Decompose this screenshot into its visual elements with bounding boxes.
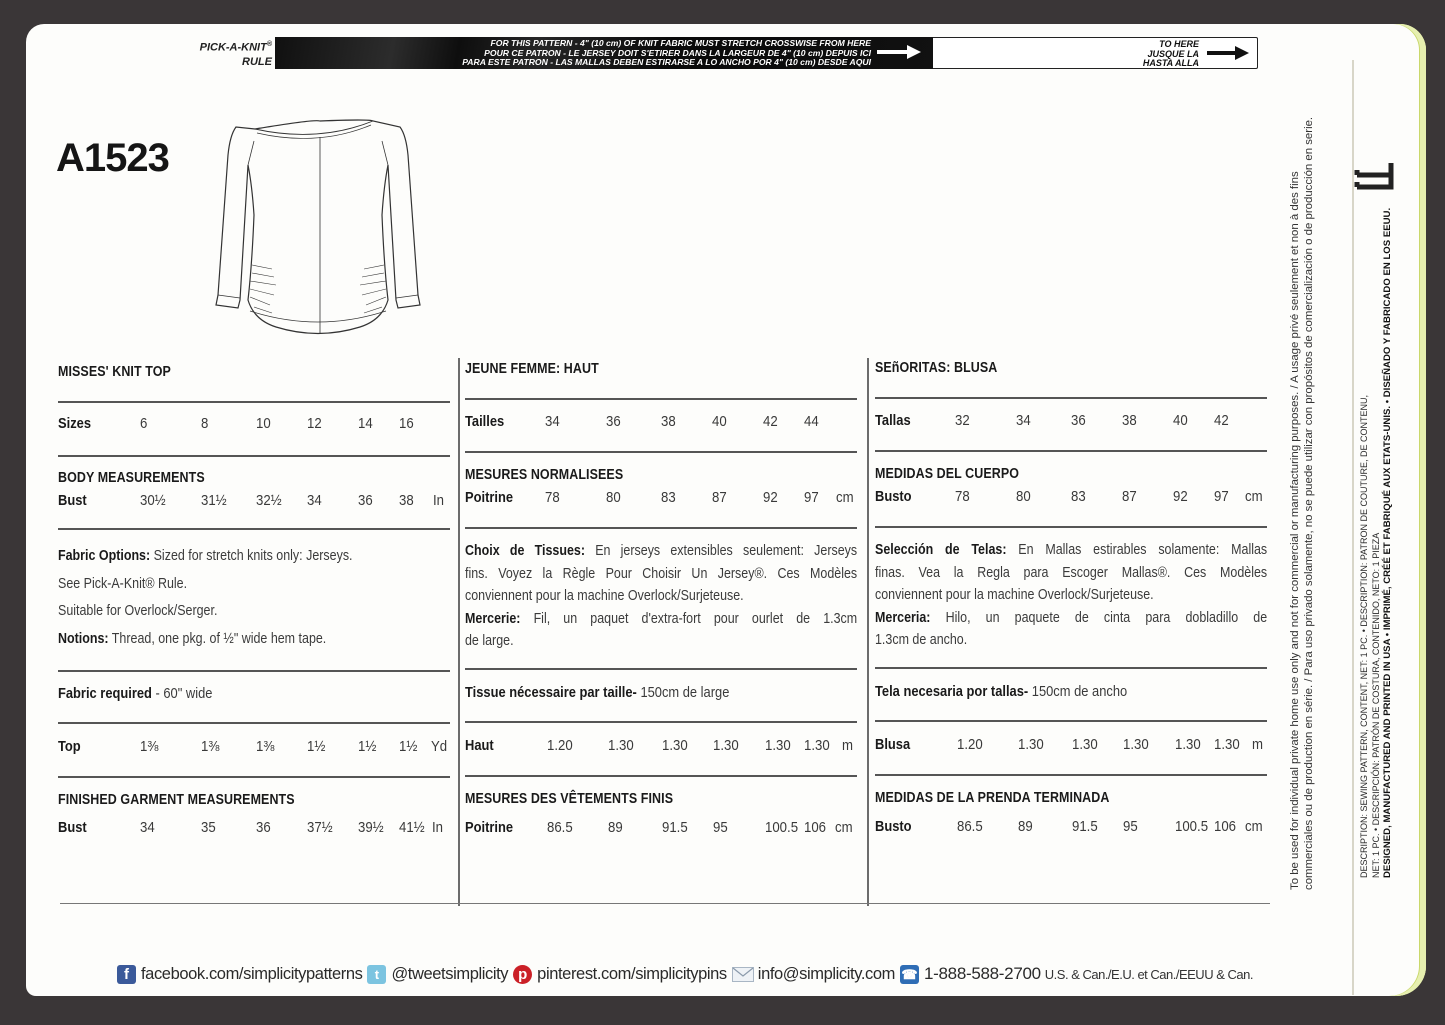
twitter-icon: t (367, 965, 386, 984)
garment-title: SEñORITAS: BLUSA (875, 360, 998, 376)
garment-back-view-illustration (210, 115, 425, 335)
email-address: info@simplicity.com (757, 964, 895, 983)
notions-text: 1.3cm de ancho. (875, 632, 968, 648)
yardage-value: 1.30 (662, 737, 688, 754)
finished-value: 106 (1214, 818, 1237, 835)
pinterest-url: pinterest.com/simplicitypins (537, 964, 727, 983)
fabric-options-text: Sized for stretch knits only: Jerseys. (150, 548, 353, 564)
yardage-value: 1.30 (608, 737, 634, 754)
arrow-right-icon (1207, 44, 1249, 62)
divider (875, 397, 1267, 399)
size-value: 34 (1016, 412, 1031, 429)
fabric-options-text: En Mallas estirables solamente: Mallas (1006, 542, 1268, 558)
para-line (58, 571, 395, 599)
finished-measurements-title: MESURES DES VÊTEMENTS FINIS (465, 791, 674, 807)
bust-value: 80 (606, 489, 621, 506)
yardage-value: 1½ (307, 738, 326, 755)
arrow-right-icon (877, 43, 921, 61)
para-line (875, 562, 1267, 585)
stretch-from-en: FOR THIS PATTERN - 4" (10 cm) OF KNIT FABRIC MUST STRETCH CROSSWISE FROM HERE (490, 38, 871, 48)
fabric-options-text: fins. Voyez la Règle Pour Choisir Un Jersey®. Ces Modèles (465, 565, 858, 582)
para-line (875, 629, 1267, 652)
finished-bust-row (465, 819, 857, 839)
facebook-icon: f (117, 965, 136, 984)
bust-row (58, 492, 450, 512)
bust-label: Bust (58, 492, 87, 509)
garment-title: JEUNE FEMME: HAUT (465, 361, 599, 377)
bust-value: 36 (358, 492, 373, 509)
yardage-value: 1.30 (1123, 736, 1149, 753)
stretch-from-es: PARA ESTE PATRON - LAS MALLAS DEBEN ESTIRARSE A LO ANCHO POR 4" (10 cm) DESDE AQUI (462, 57, 871, 68)
sizes-label: Tallas (875, 412, 911, 429)
size-value: 38 (1122, 412, 1137, 429)
overlock-note: Suitable for Overlock/Serger. (58, 603, 218, 619)
bust-value: 97 (1214, 488, 1229, 505)
finished-value: 100.5 (765, 819, 799, 836)
divider (58, 776, 450, 778)
divider (875, 720, 1267, 722)
stretch-to-en: TO HERE (1159, 39, 1199, 49)
bust-value: 32½ (256, 492, 282, 509)
contact-footer (117, 962, 1258, 986)
finished-value: 89 (608, 819, 623, 836)
stretch-to-box (933, 37, 1258, 69)
unit: cm (835, 819, 853, 836)
knit-label-line1: PICK-A-KNIT (199, 41, 267, 54)
size-value: 14 (358, 415, 373, 432)
body-measurements-title: BODY MEASUREMENTS (58, 470, 205, 486)
fabric-options-text: finas. Vea la Regla para Escoger Mallas®. Ces Modèles (875, 564, 1268, 581)
fabric-required-label: Tissue nécessaire par taille- (465, 684, 637, 701)
unit: m (1252, 736, 1263, 753)
bust-value: 34 (307, 492, 322, 509)
para-line (58, 598, 395, 626)
para-line (465, 563, 857, 586)
phone-icon: ☎ (901, 966, 918, 982)
column-divider (867, 358, 869, 906)
unit: In (433, 492, 445, 509)
garment-title: MISSES' KNIT TOP (58, 364, 171, 380)
yardage-row (465, 737, 857, 757)
fold-line (1352, 60, 1354, 995)
divider (58, 528, 450, 530)
sizes-label: Tailles (465, 413, 505, 430)
twitter-handle: @tweetsimplicity (391, 964, 509, 983)
bust-value: 92 (763, 489, 778, 506)
fabric-required (58, 685, 212, 702)
finished-value: 106 (804, 819, 827, 836)
yardage-value: 1.30 (1214, 736, 1240, 753)
fabric-options-label: Choix de Tissues: (465, 543, 585, 559)
yardage-value: 1.20 (547, 737, 573, 754)
finished-measurements-title: FINISHED GARMENT MEASUREMENTS (58, 792, 295, 808)
divider (58, 401, 450, 403)
language-mark-e (1354, 160, 1394, 190)
email-link[interactable] (732, 965, 895, 984)
finished-value: 41½ (399, 819, 425, 836)
bust-value: 83 (1071, 488, 1086, 505)
notions-text: Fil, un paquet d'extra-fort pour ourlet de 1.3cm (520, 610, 858, 627)
fabric-options-label: Selección de Telas: (875, 542, 1007, 558)
finished-value: 36 (256, 819, 271, 836)
fabric-width: 150cm de ancho (1028, 683, 1128, 700)
divider (465, 668, 857, 670)
finished-value: 86.5 (957, 818, 983, 835)
yardage-value: 1½ (399, 738, 418, 755)
fabric-width: 150cm de large (636, 684, 730, 701)
fabric-notions (875, 539, 1267, 652)
bust-value: 80 (1016, 488, 1031, 505)
finished-value: 86.5 (547, 819, 573, 836)
bust-value: 97 (804, 489, 819, 506)
size-value: 42 (763, 413, 778, 430)
disclaimer-line: commerciales ou de production en série. / Para uso privado solamente, no se puede utilizar con propósitos de comercialización o de producción en serie. (1303, 116, 1315, 890)
fabric-required (875, 683, 1127, 700)
notions-label: Notions: (58, 630, 109, 647)
para-line (875, 584, 1267, 607)
bust-value: 31½ (201, 492, 227, 509)
bust-label: Poitrine (465, 819, 514, 836)
size-value: 34 (545, 413, 560, 430)
phone-region: U.S. & Can./E.U. et Can./EEUU & Can. (1044, 966, 1253, 982)
bust-value: 87 (712, 489, 727, 506)
phone-link[interactable] (900, 964, 1253, 984)
finished-value: 95 (1123, 818, 1138, 835)
yardage-value: 1½ (358, 738, 377, 755)
finished-value: 91.5 (662, 819, 688, 836)
divider (465, 398, 857, 400)
finished-value: 89 (1018, 818, 1033, 835)
bust-label: Poitrine (465, 489, 514, 506)
size-value: 40 (712, 413, 727, 430)
stretch-from-bar (275, 37, 933, 69)
bust-label: Busto (875, 818, 912, 835)
finished-value: 95 (713, 819, 728, 836)
para-line (465, 585, 857, 608)
yardage-row (58, 738, 450, 758)
fabric-options-label: Fabric Options: (58, 548, 151, 564)
finished-measurements-title: MEDIDAS DE LA PRENDA TERMINADA (875, 790, 1110, 806)
finished-value: 37½ (307, 819, 333, 836)
divider (875, 526, 1267, 528)
yardage-label: Top (58, 738, 81, 755)
divider (58, 670, 450, 672)
fabric-required-label: Fabric required (58, 685, 152, 702)
yardage-row (875, 736, 1267, 756)
fabric-options-text: conviennent pour la machine Overlock/Surjeteuse. (875, 587, 1154, 603)
para-line (58, 626, 395, 654)
stretch-to-es: HASTA ALLA (1142, 58, 1199, 69)
yardage-value: 1.30 (804, 737, 830, 754)
bust-value: 30½ (140, 492, 166, 509)
bust-value: 92 (1173, 488, 1188, 505)
para-line (465, 630, 857, 653)
sizes-row (875, 412, 1267, 432)
finished-value: 91.5 (1072, 818, 1098, 835)
size-value: 6 (140, 415, 148, 432)
para-line (58, 543, 395, 571)
sizes-row (465, 413, 857, 433)
yardage-value: 1.20 (957, 736, 983, 753)
size-value: 10 (256, 415, 271, 432)
bust-value: 83 (661, 489, 676, 506)
envelope-icon (732, 967, 754, 982)
unit: m (842, 737, 853, 754)
pattern-number: A1523 (56, 136, 169, 180)
size-value: 36 (1071, 412, 1086, 429)
fabric-options-text: En jerseys extensibles seulement: Jerseys (584, 543, 858, 559)
yardage-value: 1⅜ (201, 738, 220, 755)
bust-value: 78 (545, 489, 560, 506)
notions-text: Hilo, un paquete de cinta para dobladillo de (930, 609, 1268, 626)
finished-bust-row (58, 819, 450, 839)
unit: Yd (431, 738, 448, 755)
description-line: DESCRIPTION: SEWING PATTERN, CONTENT, NET: 1 PC. • DESCRIPTION: PATRON DE COUTURE, DE CONTENU, (1359, 394, 1369, 878)
size-value: 42 (1214, 412, 1229, 429)
yardage-label: Haut (465, 737, 494, 754)
registered-mark: ® (266, 41, 272, 48)
body-measurements-title: MEDIDAS DEL CUERPO (875, 466, 1020, 482)
description-line: NET: 1 PC. • DESCRIPCIÓN: PATRÓN DE COSTURA, CONTENIDO, NETO: 1 PIEZA (1371, 532, 1381, 878)
knit-rule-reference: See Pick-A-Knit® Rule. (58, 575, 188, 592)
phone-number: 1-888-588-2700 (924, 964, 1041, 983)
pick-a-knit-label (180, 38, 272, 69)
knit-label-line2: RULE (242, 55, 272, 68)
sizes-row (58, 415, 450, 435)
divider (465, 451, 857, 453)
size-value: 16 (399, 415, 414, 432)
unit: In (432, 819, 444, 836)
notions-label: Mercerie: (465, 610, 521, 627)
fabric-width: - 60" wide (151, 685, 213, 702)
divider (875, 774, 1267, 776)
body-measurements-title: MESURES NORMALISEES (465, 467, 624, 483)
facebook-link[interactable] (117, 965, 362, 984)
para-line (875, 607, 1267, 630)
bust-value: 87 (1122, 488, 1137, 505)
finished-value: 35 (201, 819, 216, 836)
stretch-to-fr: JUSQUE LA (1147, 48, 1199, 59)
finished-value: 100.5 (1175, 818, 1209, 835)
divider (465, 527, 857, 529)
twitter-link[interactable] (367, 965, 508, 984)
size-value: 40 (1173, 412, 1188, 429)
divider (58, 455, 450, 457)
fabric-required-label: Tela necesaria por tallas- (875, 683, 1029, 700)
notions-label: Merceria: (875, 609, 931, 626)
para-line (465, 608, 857, 631)
column-divider (458, 358, 460, 906)
yardage-value: 1.30 (765, 737, 791, 754)
bust-row (875, 488, 1267, 508)
pinterest-icon: p (513, 965, 532, 984)
fabric-required (465, 684, 729, 701)
yardage-label: Blusa (875, 736, 911, 753)
fabric-notions (58, 543, 450, 653)
size-value: 12 (307, 415, 322, 432)
para-line (465, 540, 857, 563)
finished-value: 34 (140, 819, 155, 836)
fabric-options-text: conviennent pour la machine Overlock/Surjeteuse. (465, 588, 744, 604)
divider (875, 450, 1267, 452)
stretch-from-fr: POUR CE PATRON - LE JERSEY DOIT S'ETIRER DANS LA LARGEUR DE 4" (10 cm) DEPUIS ICI (484, 47, 871, 58)
finished-bust-row (875, 818, 1267, 838)
size-value: 32 (955, 412, 970, 429)
divider (875, 667, 1267, 669)
bust-row (465, 489, 857, 509)
product-description (1358, 208, 1394, 878)
divider (58, 722, 450, 724)
divider (465, 721, 857, 723)
yardage-value: 1⅜ (140, 738, 159, 755)
para-line (875, 539, 1267, 562)
pinterest-link[interactable] (513, 965, 727, 984)
facebook-url: facebook.com/simplicitypatterns (141, 964, 363, 983)
usage-disclaimer (1288, 117, 1316, 890)
bottom-rule (60, 903, 1270, 904)
bust-label: Bust (58, 819, 87, 836)
divider (465, 775, 857, 777)
unit: cm (1245, 818, 1263, 835)
unit: cm (1245, 488, 1263, 505)
notions-text: de large. (465, 633, 514, 649)
fabric-notions (465, 540, 857, 653)
sizes-label: Sizes (58, 415, 91, 432)
notions-text: Thread, one pkg. of ½" wide hem tape. (108, 630, 327, 647)
made-in-usa-line: DESIGNED, MANUFACTURED AND PRINTED IN USA • IMPRIMÉ, CRÉÉ ET FABRIQUÉ AUX ETATS-UNIS. • DISEÑADO Y FABRICADO EN LOS EEUU. (1382, 207, 1393, 878)
yardage-value: 1.30 (1072, 736, 1098, 753)
bust-value: 78 (955, 488, 970, 505)
size-value: 8 (201, 415, 209, 432)
bust-value: 38 (399, 492, 414, 509)
size-value: 44 (804, 413, 819, 430)
finished-value: 39½ (358, 819, 384, 836)
yardage-value: 1.30 (1175, 736, 1201, 753)
size-value: 38 (661, 413, 676, 430)
disclaimer-line: To be used for individual private home use only and not for commercial or manufacturing purposes. / A usage privé seulement et non à des fins (1289, 171, 1301, 890)
yardage-value: 1⅜ (256, 738, 275, 755)
bust-label: Busto (875, 488, 912, 505)
yardage-value: 1.30 (713, 737, 739, 754)
unit: cm (836, 489, 854, 506)
yardage-value: 1.30 (1018, 736, 1044, 753)
size-value: 36 (606, 413, 621, 430)
